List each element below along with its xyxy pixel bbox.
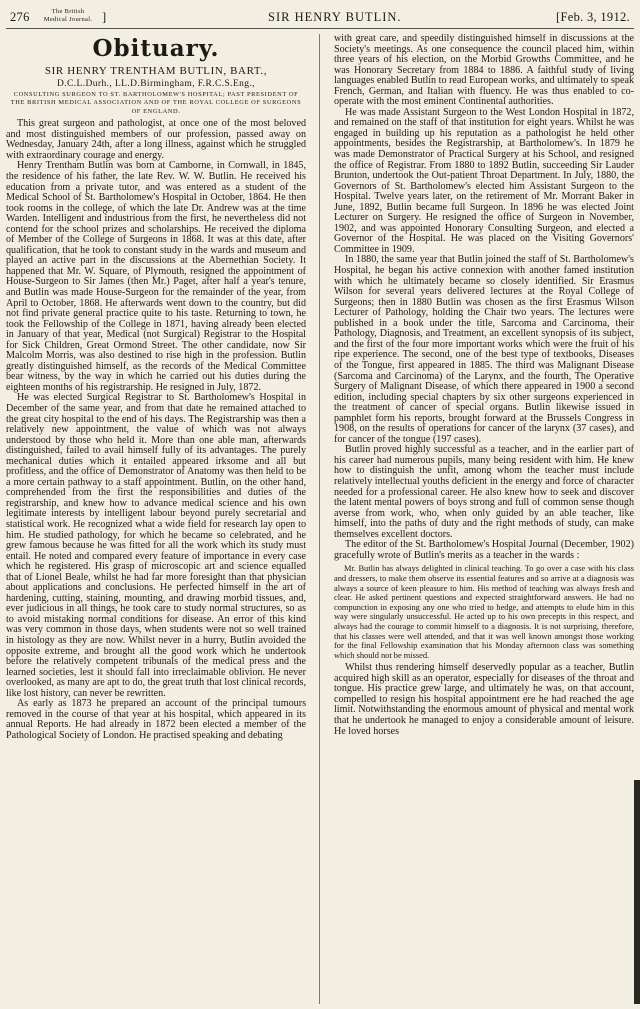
journal-name-line1: The British [51,8,85,15]
journal-name-line2: Medical Journal. [43,15,93,23]
paragraph: He was made Assistant Surgeon to the West London Hospital in 1872, and remained on the staff of that institution for eight years. Whilst he was engaged in building up his reputation as a pathologist he held other appointments, besides the Registrarship, at Bartholomew's. In 1879 he was made Demonstrator of Practical Surgery at his School, and resigned the office of Registrar. From 1880 to 1892 Butlin, succeeding Sir Lauder Brunton, undertook the Out-patient Throat Department. In July, 1880, the Governors of St. Bartholomew's elected him Assistant Surgeon to the Hospital. Twelve years later, on the retirement of Mr. Morrant Baker in June, 1892, Butlin became full Surgeon. In 1896 he was elected Joint Lecturer on Surgery. He resigned the office of Surgeon in November, 1902, and was appointed Honorary Consulting Surgeon, and elected a Governor of the Hospital. He was placed on the Visiting Governors' Committee in 1909. [334,106,634,255]
journal-name [36,8,100,23]
paragraph: Henry Trentham Butlin was born at Camborne, in Cornwall, in 1845, the residence of his father, the late Rev. W. W. Butlin. He received his education from a private tutor, and was entered as a student of the Medical School of St. Bartholomew's Hospital in October, 1864. He then took rooms in the college, of which the late Dr. Andrew was at the time Warden. Intelligent and industrious from the first, he nevertheless did not contend for the school prizes and scholarships. He received the diploma of Member of the College of Surgeons in 1868. It was at this date, after qualification, that he took to constant study in the wards and museum and played an active part in the discussions at the Abernethian Society. It happened that Mr. W. Square, of Plymouth, resigned the appointment of House-Surgeon to Sir James (then Mr.) Paget, after half a year's tenure, and Butlin was made House-Surgeon for the remainder of the year, from April to October, 1868. He afterwards went down to the country, but did not find private general practice quite to his taste. Returning to town, he took the Fellowship of the College in 1871, having already been elected in January of that year, Medical (not Surgical) Registrar to the Hospital for Sick Children, Great Ormond Street. The other candidate, now Sir Malcolm Morris, was also destined to rise high in the profession. Butlin greatly distinguished himself, as the records of the Medical Committee bear witness, by the way in which he carried out his duties during the eighteen months of his registrarship. He resigned in July, 1872. [6,160,306,393]
paragraph: This great surgeon and pathologist, at once one of the most beloved and most distinguished members of our profession, passed away on Wednesday, January 24th, after a long illness, against which he struggled with extraordinary courage and energy. [6,118,306,161]
paragraph: with great care, and speedily distinguished himself in discussions at the Society's meetings. As one consequence the council placed him, within three years of his election, on the Morbid Growths Committee, and he was Honorary Secretary from 1884 to 1886. A faithful study of living languages enabled Butlin to read European works, and ultimately to speak French, German, and Italian with fluency. He was thus enabled to co-operate with the most eminent Continental authorities. [334,34,634,108]
running-header [6,6,634,29]
left-column [6,34,306,1004]
paragraph: As early as 1873 he prepared an account of the principal tumours removed in the course of that year at his hospital, which appeared in its annual Reports. He had already in 1872 been elected a member of the Pathological Society of London. He practised speaking and debating [6,698,306,741]
section-heading: Obituary. [92,35,220,62]
column-rule [319,34,320,1004]
running-title: SIR HENRY BUTLIN. [268,10,402,24]
obituary-name: SIR HENRY TRENTHAM BUTLIN, BART., [44,65,268,77]
paragraph: The editor of the St. Bartholomew's Hospital Journal (December, 1902) gracefully wrote of Butlin's merits as a teacher in the wards : [334,539,634,561]
header-bracket: ] [102,10,107,24]
block-quote [334,564,634,660]
binding-edge [634,780,640,1004]
quote-text: Mr. Butlin has always delighted in clinical teaching. To go over a case with his class and dressers, to make them observe its essential features and so arrive at a diagnosis was always a source of keen pleasure to him. His method of teaching was always fresh and clear. He asked pertinent questions and expected straightforward answers. He had no compunction in exposing any one who tried to hedge, and attempts to elude him in this way were singularly unsuccessful. He acted up to his own precepts in this respect, and always had the courage to commit himself to a diagnosis. It is not surprising, therefore, that his classes were well attended, and that it was well known amongst those working for the final Fellowship examination that his Monday afternoon class was something which should not be missed. [334,564,634,660]
paragraph: Butlin proved highly successful as a teacher, and in the earlier part of his career had numerous pupils, many being resident with him. He knew how to distinguish the unfit, among whom the teacher must include relatively intellectual youths deficient in the energy and force of character needed for a professional career. He also knew how to seek and discover the latent mental powers of boys strong and full of common sense though averse from work, who, when only guided by an able teacher, like himself, into the paths of duty and the right methods of study, can make themselves excellent doctors. [334,444,634,540]
paragraph: Whilst thus rendering himself deservedly popular as a teacher, Butlin acquired high skill as an operator, especially for diseases of the throat and tongue. His practice grew large, and ultimately he was, on that account, compelled to resign his hospital appointment ere he had reached the age limit. Notwithstanding the enormous amount of physical and mental work that he undertook he managed to enjoy a considerable amount of leisure. He loved horses [334,662,634,737]
page-number: 276 [10,10,30,24]
obituary-degrees: D.C.L.Durh., LL.D.Birmingham, F.R.C.S.Eng., [57,79,255,89]
issue-date: [Feb. 3, 1912. [556,10,630,24]
paragraph: In 1880, the same year that Butlin joined the staff of St. Bartholomew's Hospital, he began his active connexion with another famed institution with which he ultimately became so closely identified. Sir Erasmus Wilson for several years delivered lectures at the Royal College of Surgeons; then in 1880 Butlin was chosen as the first Erasmus Wilson Lecturer of Pathology, holding the Chair two years. The lectures were published in a book under the title, Sarcoma and Carcinoma, their Pathology, Diagnosis, and Treatment, an excellent synopsis of its subject, and the first of the four more important works which were the fruit of his ripe experience. The second, one of the best type of textbooks, Diseases of the Tongue, first appeared in 1885. The third was Malignant Disease (Sarcoma and Carcinoma) of the Larynx, and the fourth, The Operative Surgery of Malignant Disease, of which there appeared in 1900 a second edition, including special chapters by six other surgeons experienced in the treatment of cancer of special organs. Butlin likewise issued in pamphlet form his reports, brought forward at the Brussels Congress in 1908, on the results of operations for cancer of the larynx (37 cases), and for cancer of the tongue (197 cases). [334,254,634,445]
paragraph: He was elected Surgical Registrar to St. Bartholomew's Hospital in December of the same year, and from that date he remained attached to the great city hospital to the end of his days. The Registrarship was then a relatively new appointment, the value of which was not always understood by those who held it. More than one able man, afterwards distinguished, failed to avail himself fully of its advantages. The purely mechanical duties which it entailed appeared irksome and all but profitless, and the office of Demonstrator of Anatomy was then held to be a more certain pathway to a staff appointment. Butlin, on the other hand, comprehended from the first the responsibilities and duties of the registrarship, and knew how to advance medical science and his own legitimate interests by intelligent labour beyond purely secretarial and statistical work. He recognized what a wide field for research lay open to him. He studied pathology, for which he became so celebrated, and he grew famous because he was fitted for all the work which its study must entail. He noted and compared every feature of importance in every case which he registered. His grasp of microscopic art and science equalled that of Lionel Beale, whilst he had far more foresight than that physician about applications and conclusions. He perfected himself in the art of hardening, cutting, staining, mounting, and drawing morbid tissues, and, ever judicious in all things, he took care to study normal structures, so as to avoid mistaking normal conditions for disease. An error of this kind was very common in those days, when students were not so well trained in histology as they are now. Whilst never in a hurry, Butlin avoided the opposite extreme, and brought all the good work which he undertook before the relatively competent tribunals of the medical press and the learned societies, lest it should fall into irreclaimable oblivion. He never overlooked, as many are apt to do, the great truth that lost clinical records, like lost history, can never be rewritten. [6,392,306,699]
obituary-positions: CONSULTING SURGEON TO ST. BARTHOLOMEW'S HOSPITAL; PAST PRESIDENT OF THE BRITISH MEDICAL ASSOCIATION AND OF THE ROYAL COLLEGE OF SURGEONS OF ENGLAND. [10,91,302,115]
right-column [334,34,634,1004]
